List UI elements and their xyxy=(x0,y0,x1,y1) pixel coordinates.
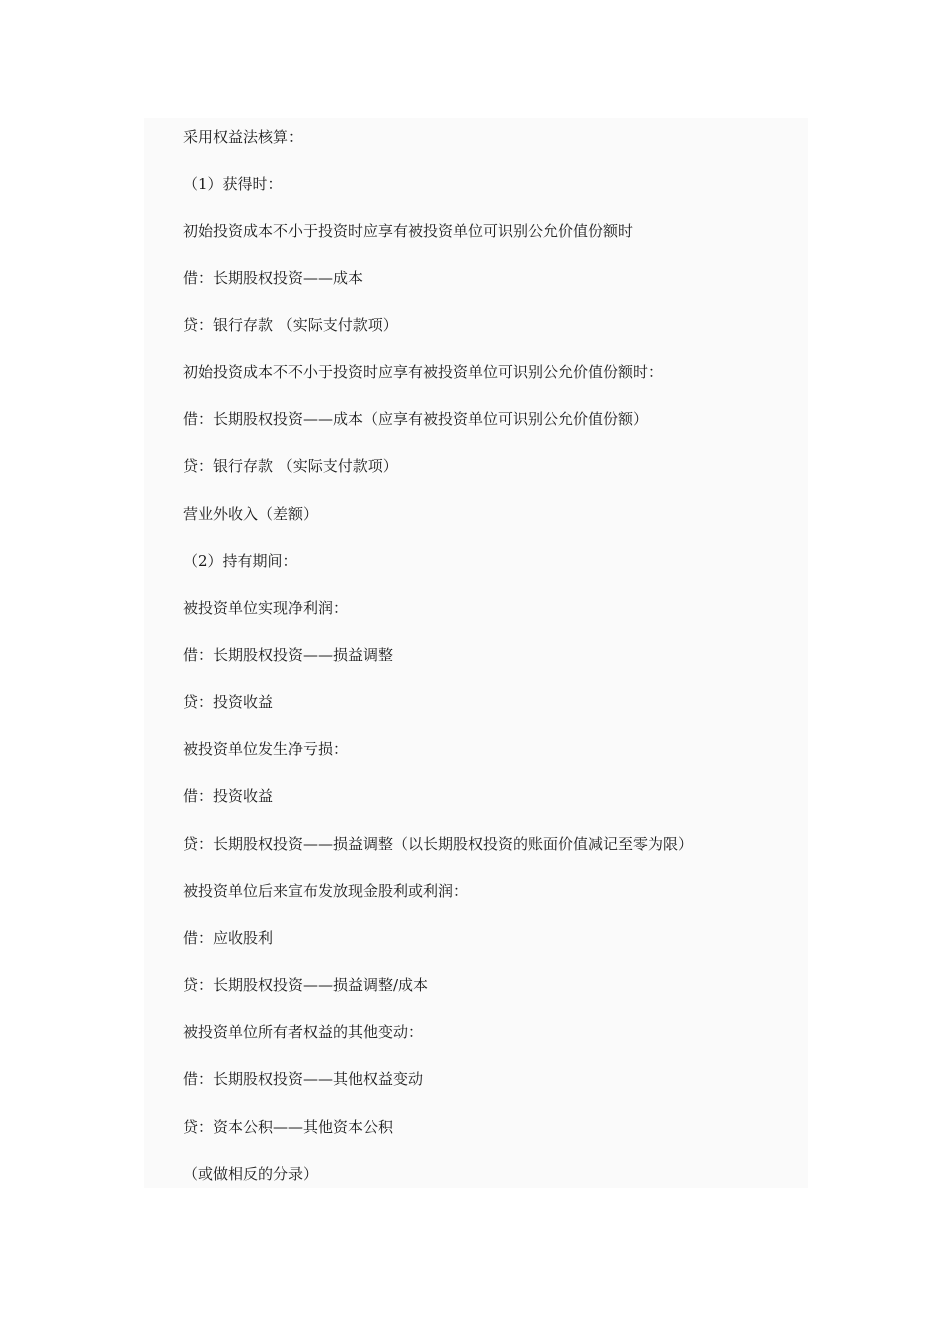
text-line: 初始投资成本不不小于投资时应享有被投资单位可识别公允价值份额时： xyxy=(183,363,664,381)
subsection-heading: （2）持有期间： xyxy=(183,552,298,570)
section-heading: 采用权益法核算： xyxy=(183,128,304,146)
debit-entry: 借：长期股权投资——成本 xyxy=(183,269,364,287)
text-line: 初始投资成本不小于投资时应享有被投资单位可识别公允价值份额时 xyxy=(183,222,634,240)
text-line: 被投资单位后来宣布发放现金股利或利润： xyxy=(183,882,469,900)
text-line: 被投资单位实现净利润： xyxy=(183,599,349,617)
credit-entry: 贷：银行存款 （实际支付款项） xyxy=(183,316,398,334)
text-line: （或做相反的分录） xyxy=(183,1165,319,1183)
credit-entry: 贷：投资收益 xyxy=(183,693,274,711)
debit-entry: 借：应收股利 xyxy=(183,929,274,947)
subsection-heading: （1）获得时： xyxy=(183,175,283,193)
debit-entry: 借：长期股权投资——损益调整 xyxy=(183,646,394,664)
credit-entry: 贷：长期股权投资——损益调整/成本 xyxy=(183,976,429,994)
credit-entry: 贷：银行存款 （实际支付款项） xyxy=(183,457,398,475)
text-line: 被投资单位所有者权益的其他变动： xyxy=(183,1023,424,1041)
text-line: 被投资单位发生净亏损： xyxy=(183,740,349,758)
debit-entry: 借：长期股权投资——成本（应享有被投资单位可识别公允价值份额） xyxy=(183,410,649,428)
text-line: 营业外收入（差额） xyxy=(183,505,319,523)
credit-entry: 贷：长期股权投资——损益调整（以长期股权投资的账面价值减记至零为限） xyxy=(183,835,694,853)
debit-entry: 借：投资收益 xyxy=(183,787,274,805)
debit-entry: 借：长期股权投资——其他权益变动 xyxy=(183,1070,424,1088)
credit-entry: 贷：资本公积——其他资本公积 xyxy=(183,1118,394,1136)
